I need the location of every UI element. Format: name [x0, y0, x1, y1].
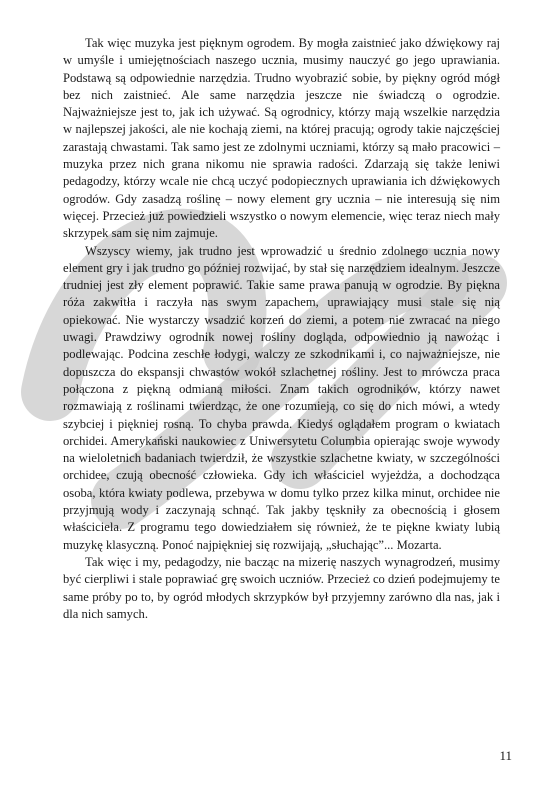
page-number: 11 — [499, 748, 512, 763]
paragraph: Wszyscy wiemy, jak trudno jest wprowadzić u średnio zdolnego ucznia nowy element gry i jak trudno go później rozwijać, by stał się narzędziem idealnym. Jeszcze trudniej jest zły element poprawić. Takie same prawa panują w ogrodzie. By piękna róża zakwitła i raczyła nas swym zapachem, uprawiający musi stale się nią opiekować. Nie wystarczy wsadzić korzeń do ziemi, a potem nie zwracać na niego uwagi. Prawdziwy ogrodnik nowej rośliny dogląda, odpowiednio ją nawożąc i podlewając. Podcina zeschłe łodygi, walczy ze szkodnikami i, co najważniejsze, nie dopuszcza do ekspansji chwastów wokół szlachetnej rośliny. Jest to mrówcza praca połączona z piękną odmianą miłości. Znam takich ogrodników, którzy nawet rozmawiają z roślinami twierdząc, że one rozumieją, co się do nich mówi, a wtedy szybciej i piękniej rosną. To chyba prawda. Kiedyś oglądałem program o kwiatach orchidei. Amerykański naukowiec z Uniwersytetu Columbia opierając swoje wywody na wieloletnich badaniach twierdził, że wszystkie szlachetne kwiaty, w szczególności orchidee, czują obecność człowieka. Gdy ich właściciel wyjeżdża, a dochodząca osoba, która kwiaty podlewa, przebywa w domu tylko przez kilka minut, orchidee nie przyjmują wody i zaczynają schnąć. Tak jakby tęskniły za obecnością i głosem właściciela. Z programu tego dowiedziałem się również, że te piękne kwiaty lubią muzykę klasyczną. Ponoć najpiękniej się rozwijają, „słuchając”... Mozarta. — [63, 243, 500, 552]
paragraph: Tak więc muzyka jest pięknym ogrodem. By mogła zaistnieć jako dźwiękowy raj w umyśle i umiejętnościach naszego ucznia, musimy nauczyć go jego uprawiania. Podstawą są odpowiednie narzędzia. Trudno wyobrazić sobie, by piękny ogród mógł bez nich zaistnieć. Ale same narzędzia jeszcze nie świadczą o ogrodzie. Najważniejsze jest to, jak ich używać. Są ogrodnicy, którzy mają wszelkie narzędzia w najlepszej jakości, ale nie kochają ziemi, na której pracują; ogrody takie najczęściej zarastają chwastami. Tak samo jest ze zdolnymi uczniami, którzy są mało pracowici – muzyka przez nich grana nikomu nie sprawia radości. Zdarzają się także leniwi pedagodzy, którzy wcale nie chcą uczyć podopiecznych uprawiania ich dźwiękowych ogrodów. Gdy zasadzą roślinę – nowy element gry ucznia – nie interesują się nim więcej. Przecież już powiedzieli wszystko o nowym elemencie, więc teraz niech mały skrzypek sam się nim zajmuje. — [63, 36, 500, 241]
body-text — [63, 35, 500, 623]
paragraph: Tak więc i my, pedagodzy, nie bacząc na mizerię naszych wynagrodzeń, musimy być cierpliwi i stale poprawiać grę swoich uczniów. Przecież co dzień podejmujemy te same próby po to, by ogród młodych skrzypków był przyjemny zarówno dla nas, jak i dla nich samych. — [63, 554, 500, 621]
